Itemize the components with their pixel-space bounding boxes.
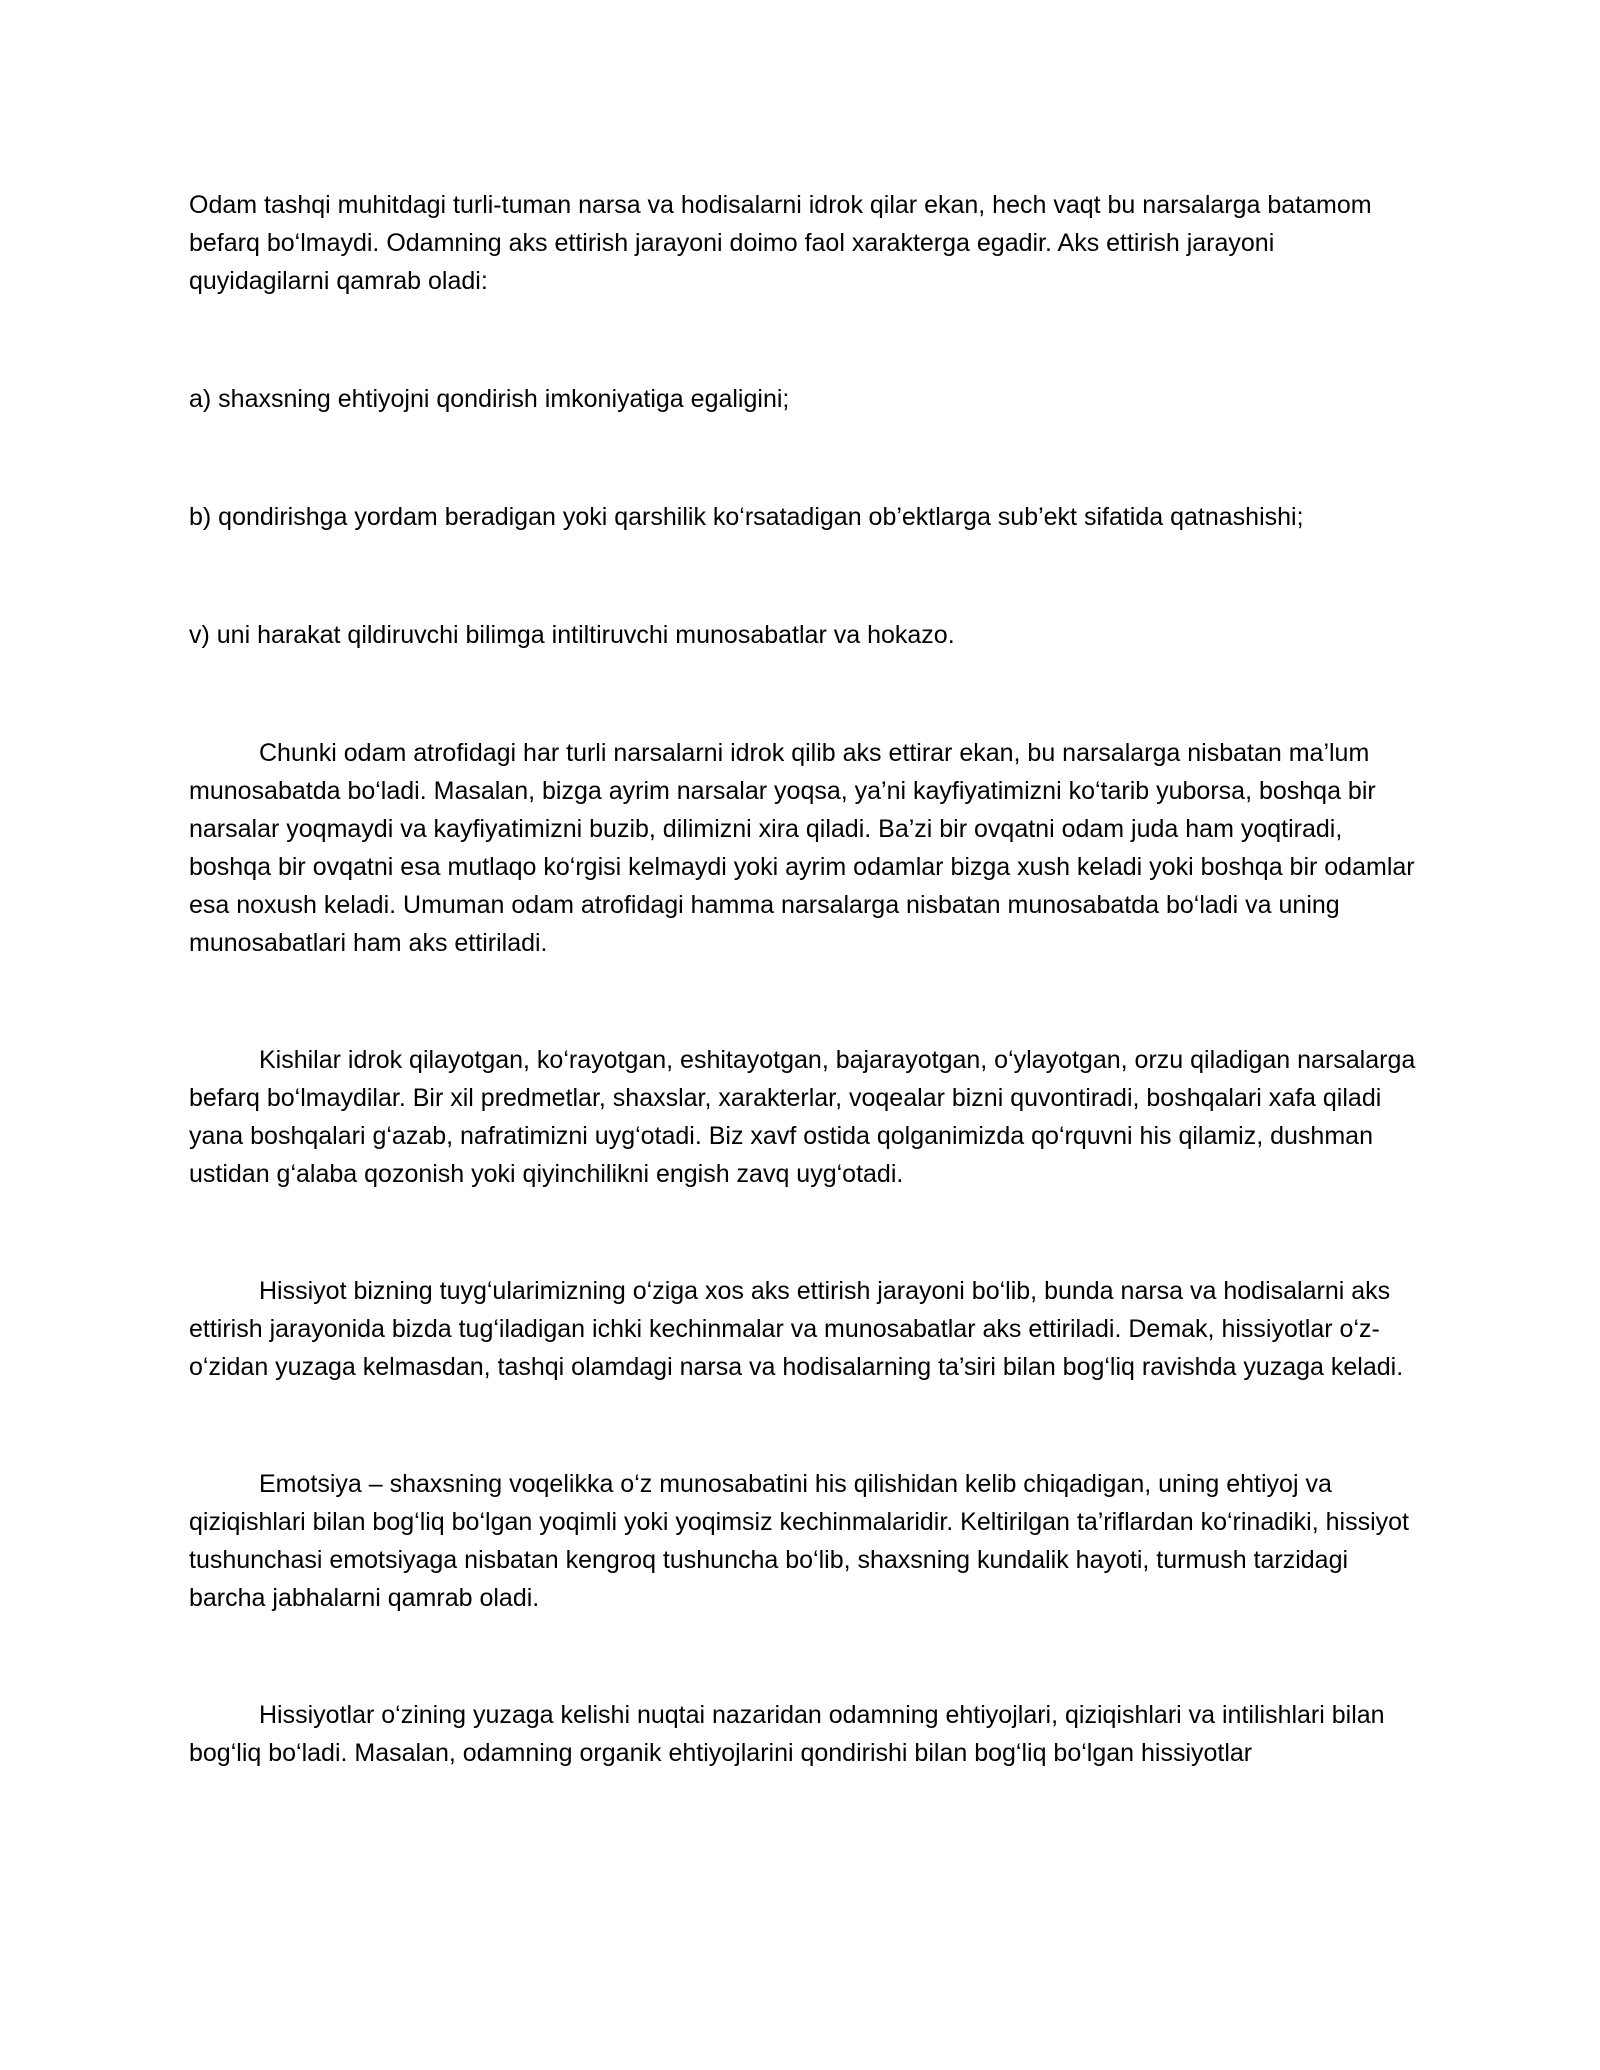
list-item-a: a) shaxsning ehtiyojni qondirish imkoniyatiga egaligini;: [189, 385, 790, 413]
paragraph-needs: Hissiyotlar o‘zining yuzaga kelishi nuqtai nazaridan odamning ehtiyojlari, qiziqishlari va intilishlari bilan bog‘liq bo‘ladi. Masalan, odamning organik ehtiyojlarini qondirishi bilan bog‘liq bo‘lgan hissiyotlar: [189, 1701, 1385, 1767]
list-item-b: b) qondirishga yordam beradigan yoki qarshilik ko‘rsatadigan ob’ektlarga sub’ekt sifatida qatnashishi;: [189, 503, 1304, 531]
document-page: [189, 186, 1419, 1772]
paragraph-feeling-definition: Hissiyot bizning tuyg‘ularimizning o‘ziga xos aks ettirish jarayoni bo‘lib, bunda narsa va hodisalarni aks ettirish jarayonida bizda tug‘iladigan ichki kechinmalar va munosabatlar aks ettiriladi. Demak, hissiyotlar o‘z- o‘zidan yuzaga kelmasdan, tashqi olamdagi narsa va hodisalarning ta’siri bilan bog‘liq ravishda yuzaga keladi.: [189, 1277, 1404, 1381]
paragraph-intro: Odam tashqi muhitdagi turli-tuman narsa va hodisalarni idrok qilar ekan, hech vaqt bu narsalarga batamom befarq bo‘lmaydi. Odamning aks ettirish jarayoni doimo faol xarakterga egadir. Aks ettirish jarayoni quyidagilarni qamrab oladi:: [189, 191, 1372, 295]
list-item-v: v) uni harakat qildiruvchi bilimga intiltiruvchi munosabatlar va hokazo.: [189, 621, 955, 649]
paragraph-perception: Kishilar idrok qilayotgan, ko‘rayotgan, eshitayotgan, bajarayotgan, o‘ylayotgan, orzu qiladigan narsalarga befarq bo‘lmaydilar. Bir xil predmetlar, shaxslar, xarakterlar, voqealar bizni quvontiradi, boshqalari xafa qiladi yana boshqalari g‘azab, nafratimizni uyg‘otadi. Biz xavf ostida qolganimizda qo‘rquvni his qilamiz, dushman ustidan g‘alaba qozonish yoki qiyinchilikni engish zavq uyg‘otadi.: [189, 1046, 1416, 1188]
paragraph-emotion-definition: Emotsiya – shaxsning voqelikka o‘z munosabatini his qilishidan kelib chiqadigan, uning ehtiyoj va qiziqishlari bilan bog‘liq bo‘lgan yoqimli yoki yoqimsiz kechinmalaridir. Keltirilgan ta’riflardan ko‘rinadiki, hissiyot tushunchasi emotsiyaga nisbatan kengroq tushuncha bo‘lib, shaxsning kundalik hayoti, turmush tarzidagi barcha jabhalarni qamrab oladi.: [189, 1470, 1409, 1612]
paragraph-attitude: Chunki odam atrofidagi har turli narsalarni idrok qilib aks ettirar ekan, bu narsalarga nisbatan ma’lum munosabatda bo‘ladi. Masalan, bizga ayrim narsalar yoqsa, ya’ni kayfiyatimizni ko‘tarib yuborsa, boshqa bir narsalar yoqmaydi va kayfiyatimizni buzib, dilimizni xira qiladi. Ba’zi bir ovqatni odam juda ham yoqtiradi, boshqa bir ovqatni esa mutlaqo ko‘rgisi kelmaydi yoki ayrim odamlar bizga xush keladi yoki boshqa bir odamlar esa noxush keladi. Umuman odam atrofidagi hamma narsalarga nisbatan munosabatda bo‘ladi va uning munosabatlari ham aks ettiriladi.: [189, 739, 1415, 957]
